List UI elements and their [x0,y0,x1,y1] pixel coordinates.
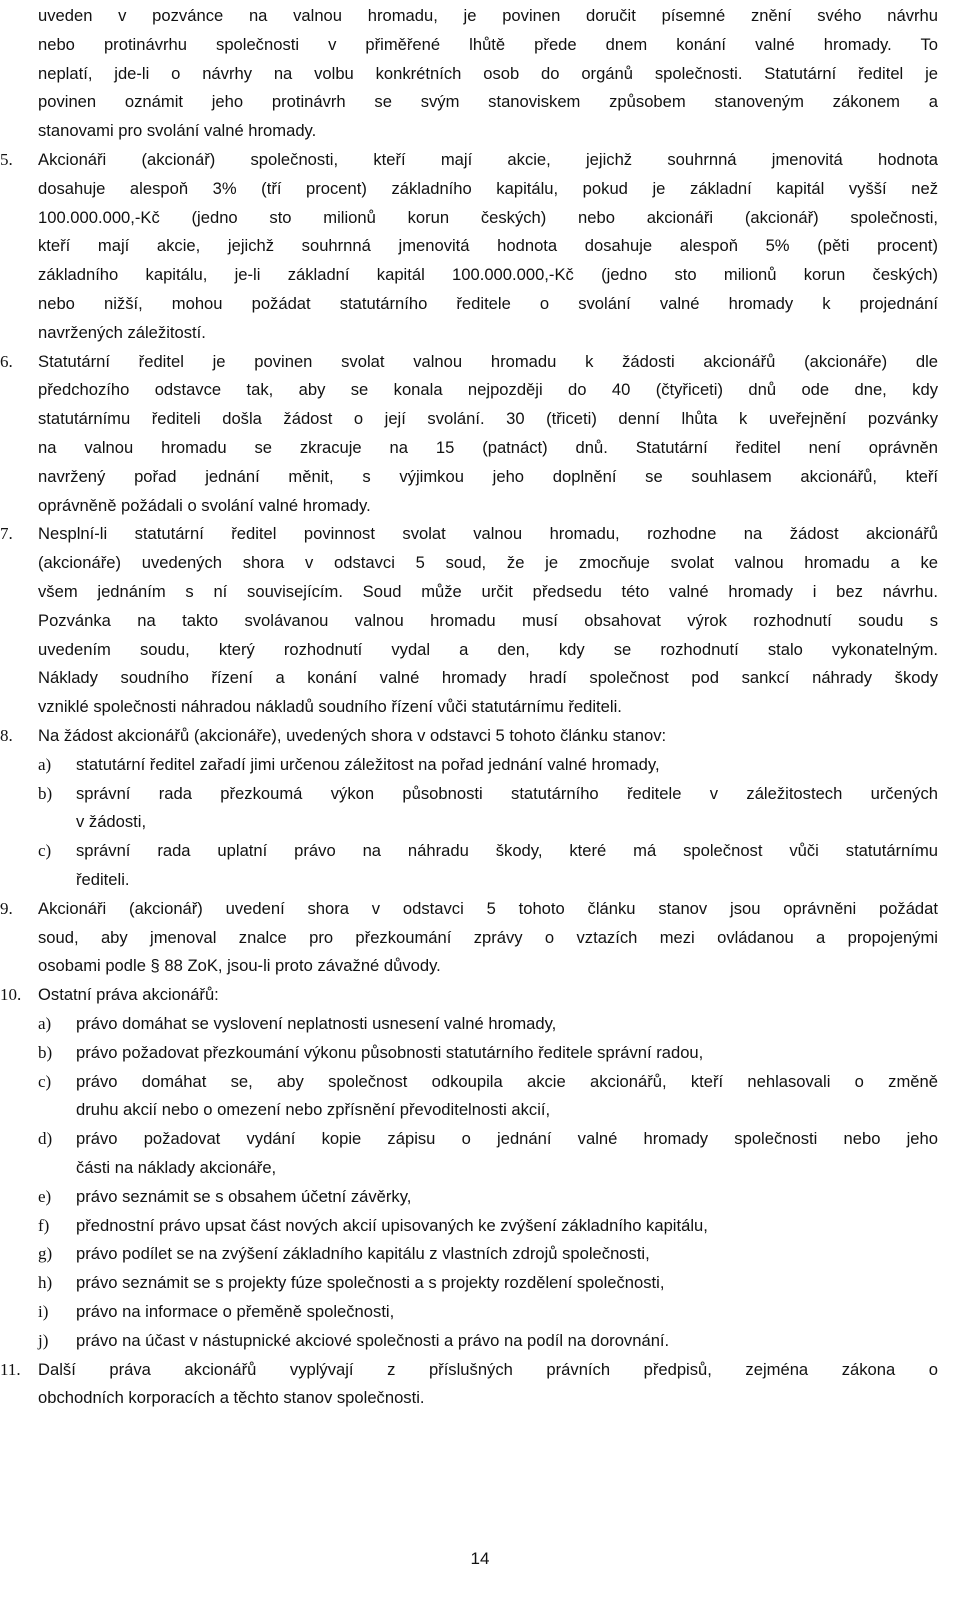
paragraph-line: obchodních korporacích a těchto stanov společnosti. [38,1388,425,1408]
paragraph-line: Statutární ředitel je povinen svolat valnou hromadu k žádosti akcionářů (akcionáře) dle [38,351,938,371]
paragraph-line: Pozvánka na takto svolávanou valnou hromadu musí obsahovat výrok rozhodnutí soudu s [38,610,938,630]
subitem-line: právo na informace o přeměně společnosti, [76,1302,395,1321]
subitem-line: části na náklady akcionáře, [76,1158,277,1177]
subitem-line: právo domáhat se, aby společnost odkoupila akcie akcionářů, kteří nehlasovali o změně [76,1071,938,1091]
paragraph-line: nebo protinávrhu společnosti v přiměřené lhůtě přede dnem konání valné hromady. To [38,34,938,54]
paragraph-line: povinen oznámit jeho protinávrh se svým stanoviskem způsobem stanoveným zákonem a [38,92,938,112]
subitem-line: právo na účast v nástupnické akciové společnosti a právo na podíl na dorovnání. [76,1330,670,1350]
paragraph-line: osobami podle § 88 ZoK, jsou-li proto závažné důvody. [38,956,441,976]
paragraph-line: 100.000.000,-Kč (jedno sto milionů korun českých) nebo akcionáři (akcionář) společnosti, [38,207,938,227]
subitem-line: právo podílet se na zvýšení základního kapitálu z vlastních zdrojů společnosti, [76,1244,650,1264]
paragraph-line: Akcionáři (akcionář) uvedení shora v odstavci 5 tohoto článku stanov jsou oprávněni požádat [38,898,938,918]
subitem-line: správní rada přezkoumá výkon působnosti statutárního ředitele v záležitostech určených [76,783,938,803]
subitem-letter: d) [38,1129,53,1149]
paragraph-line: základního kapitálu, je-li základní kapitál 100.000.000,-Kč (jedno sto milionů korun českých) [38,265,938,285]
paragraph-line: všem jednáním s ní souvisejícím. Soud může určit předsedu této valné hromady i bez návrhu. [38,582,938,601]
paragraph-line: předchozího odstavce tak, aby se konala nejpozději do 40 (čtyřiceti) dnů ode dne, kdy [38,380,938,400]
subitem-letter: a) [38,1014,52,1033]
paragraph-line: vzniklé společnosti náhradou nákladů soudního řízení vůči statutárnímu řediteli. [38,697,622,717]
item-number: 5. [0,150,13,169]
subitem-line: právo seznámit se s obsahem účetní závěrky, [76,1186,412,1206]
paragraph-line: Náklady soudního řízení a konání valné hromady hradí společnost pod sankcí náhrady škody [38,668,938,688]
item-number: 9. [0,898,13,918]
subitem-line: statutární ředitel zařadí jimi určenou záležitost na pořad jednání valné hromady, [76,754,660,774]
paragraph-line: kteří mají akcie, jejichž souhrnná jmenovitá hodnota dosahuje alespoň 5% (pěti procent) [38,236,938,256]
subitem-line: právo domáhat se vyslovení neplatnosti usnesení valné hromady, [76,1014,557,1033]
paragraph-line: nebo nižší, mohou požádat statutárního ředitele o svolání valné hromady k projednání [38,294,938,313]
subitem-letter: b) [38,783,53,803]
subitem-letter: h) [38,1273,53,1293]
item-number: 11. [0,1359,21,1379]
paragraph-line: (akcionáře) uvedených shora v odstavci 5 soud, že je zmocňuje svolat valnou hromadu a ke [38,553,938,573]
subitem-line: právo seznámit se s projekty fúze společnosti a s projekty rozdělení společnosti, [76,1273,665,1293]
subitem-line: správní rada uplatní právo na náhradu škody, které má společnost vůči statutárnímu [76,841,938,861]
subitem-letter: c) [38,1071,52,1091]
paragraph-line: na valnou hromadu se zkracuje na 15 (patnáct) dnů. Statutární ředitel není oprávněn [38,438,938,457]
paragraph-line: dosahuje alespoň 3% (tří procent) základního kapitálu, pokud je základní kapitál vyšší než [38,178,938,198]
subitem-line: řediteli. [76,870,130,889]
paragraph-line: Akcionáři (akcionář) společnosti, kteří mají akcie, jejichž souhrnná jmenovitá hodnota [38,150,938,169]
item-number: 8. [0,726,13,745]
page-number: 14 [470,1549,490,1568]
subitem-line: přednostní právo upsat část nových akcií upisovaných ke zvýšení základního kapitálu, [76,1215,708,1235]
subitem-letter: e) [38,1186,52,1206]
paragraph-line: uveden v pozvánce na valnou hromadu, je povinen doručit písemné znění svého návrhu [38,6,938,25]
subitem-line: právo požadovat přezkoumání výkonu působnosti statutárního ředitele správní radou, [76,1042,704,1062]
paragraph-line: Další práva akcionářů vyplývají z příslušných právních předpisů, zejména zákona o [38,1359,938,1379]
subitem-line: druhu akcií nebo o omezení nebo zpřísnění převoditelnosti akcií, [76,1100,551,1120]
subitem-letter: c) [38,841,52,861]
paragraph-line: navržený pořad jednání měnit, s výjimkou jeho doplnění se souhlasem akcionářů, kteří [38,466,938,486]
subitem-line: v žádosti, [76,812,147,832]
subitem-letter: a) [38,754,52,774]
subitem-letter: i) [38,1302,49,1321]
subitem-letter: g) [38,1244,53,1264]
subitem-letter: b) [38,1042,53,1062]
paragraph-line: Ostatní práva akcionářů: [38,985,219,1005]
subitem-line: právo požadovat vydání kopie zápisu o jednání valné hromady společnosti nebo jeho [76,1129,938,1149]
subitem-letter: j) [38,1330,49,1350]
item-number: 10. [0,985,22,1005]
paragraph-line: oprávněně požádali o svolání valné hromady. [38,495,371,515]
paragraph-line: Nesplní-li statutární ředitel povinnost svolat valnou hromadu, rozhodne na žádost akcionářů [38,524,938,544]
paragraph-line: stanovami pro svolání valné hromady. [38,121,317,141]
item-number: 7. [0,524,13,544]
paragraph-line: navržených záležitostí. [38,322,206,342]
paragraph-line: soud, aby jmenoval znalce pro přezkoumání zprávy o vztazích mezi ovládanou a propojenými [38,927,938,947]
item-number: 6. [0,351,13,371]
subitem-letter: f) [38,1215,50,1235]
paragraph-line: Na žádost akcionářů (akcionáře), uvedených shora v odstavci 5 tohoto článku stanov: [38,726,667,745]
paragraph-line: statutárnímu řediteli došla žádost o její svolání. 30 (třiceti) denní lhůta k uveřejnění pozvánky [38,409,938,429]
paragraph-line: neplatí, jde-li o návrhy na volbu konkrétních osob do orgánů společnosti. Statutární ředitel je [38,63,938,83]
paragraph-line: uvedením soudu, který rozhodnutí vydal a den, kdy se rozhodnutí stalo vykonatelným. [38,639,938,659]
